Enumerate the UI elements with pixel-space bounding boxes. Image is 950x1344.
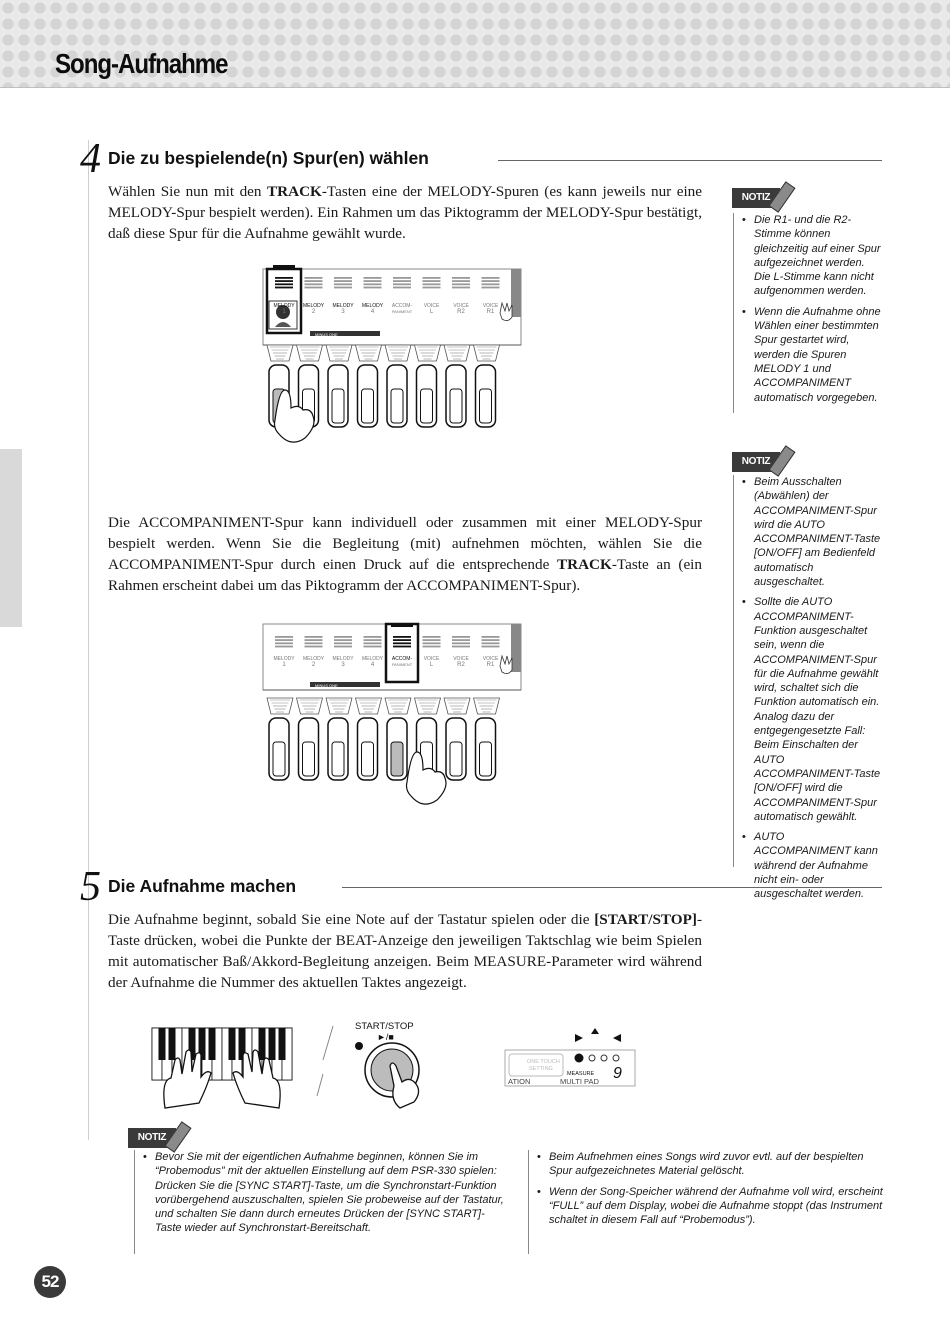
track-bar-segment bbox=[482, 283, 500, 285]
track-button-face bbox=[332, 389, 344, 423]
note-item: • Bevor Sie mit der eigentlichen Aufnahme beginnen, können Sie im “Probemodus” mit der aktuellen Einstellung auf dem PSR-330 spielen: Drücken Sie die [SYNC START]-Taste, um die Synchronstart-Funktion vorübergehend auszuschalten, spielen Sie probeweise auf der Tastatur, und schalten Sie dann durch erneutes Drücken der [SYNC START]-Taste wieder auf Synchronstart-Bereitschaft. bbox=[143, 1150, 504, 1236]
track-bar-segment bbox=[482, 639, 500, 641]
section-5-rule bbox=[342, 887, 882, 888]
track-bar-segment bbox=[482, 277, 500, 279]
track-bar-segment bbox=[452, 639, 470, 641]
note-box-2 bbox=[733, 475, 883, 901]
track-number: R2 bbox=[457, 662, 465, 668]
section-4-paragraph-2: Die ACCOMPANIMENT-Spur kann individuell oder zusammen mit einer MELODY-Spur bespielt werden. Wenn Sie die Begleitung (mit) aufnehmen möchten, wählen Sie die ACCOMPANIMENT-Spur durch einen Druck auf die entsprechende TRACK-Taste an (ein Rahmen erscheint dabei um das Piktogramm der ACCOMPANIMENT-Spur). bbox=[108, 514, 702, 594]
black-key bbox=[279, 1028, 286, 1060]
track-bar-segment bbox=[393, 646, 411, 648]
black-key bbox=[229, 1028, 236, 1060]
track-number: R1 bbox=[486, 309, 495, 315]
track-label: MELODY bbox=[273, 656, 295, 662]
track-bar-segment bbox=[364, 642, 382, 644]
track-number: L bbox=[429, 662, 434, 668]
track-label: MELODY bbox=[332, 303, 354, 309]
black-key bbox=[169, 1028, 176, 1060]
track-button-face bbox=[421, 389, 433, 423]
page-number: 52 bbox=[34, 1266, 66, 1298]
track-bar-segment bbox=[482, 646, 500, 648]
track-label: MELODY bbox=[302, 303, 325, 309]
margin-rule bbox=[88, 140, 89, 1140]
track-bar-segment bbox=[393, 283, 411, 285]
track-bar-segment bbox=[334, 283, 352, 285]
ation-label: ATION bbox=[508, 1077, 531, 1086]
track-label: MELODY bbox=[361, 656, 384, 662]
track-bar-segment bbox=[275, 287, 293, 289]
track-button-face bbox=[391, 389, 403, 423]
track-bar-segment bbox=[423, 642, 441, 644]
track-number: R1 bbox=[486, 662, 495, 668]
bottom-note-right bbox=[528, 1150, 884, 1254]
track-bar-segment bbox=[275, 646, 293, 648]
track-label: MELODY bbox=[302, 656, 325, 662]
track-bar-segment bbox=[452, 280, 470, 282]
track-label: VOICE bbox=[423, 303, 440, 309]
track-number: 2 bbox=[311, 309, 316, 315]
track-number: 3 bbox=[341, 662, 345, 668]
track-display-illustration-1 bbox=[255, 265, 525, 450]
track-number: 3 bbox=[341, 309, 345, 315]
track-number: R2 bbox=[457, 309, 465, 315]
selected-marker bbox=[273, 265, 295, 268]
track-bar-segment bbox=[334, 277, 352, 279]
track-bar-segment bbox=[482, 642, 500, 644]
track-bar-segment bbox=[334, 639, 352, 641]
track-button-face bbox=[450, 742, 462, 776]
track-bar-segment bbox=[452, 646, 470, 648]
note-box-1 bbox=[733, 213, 883, 413]
notiz-tag-1: NOTIZ bbox=[732, 186, 794, 210]
track-number: PANIMENT bbox=[391, 309, 413, 314]
track-bar-segment bbox=[305, 287, 323, 289]
track-number: 4 bbox=[370, 662, 375, 668]
track-bar-segment bbox=[275, 280, 293, 282]
track-label: ACCOM- bbox=[391, 303, 413, 309]
note-item: • Sollte die AUTO ACCOMPANIMENT-Funktion ausgeschaltet sein, wenn die ACCOMPANIMENT-Spur für die Aufnahme gewählt wird, schaltet sich die Funktion automatisch ein. Analog dazu der entgegengesetzte Fall: Beim Einschalten der AUTO ACCOMPANIMENT-Taste [ON/OFF] wird die ACCOMPANIMENT-Spur automatisch gewählt. bbox=[742, 595, 883, 824]
minus-one-label: MINUS ONE bbox=[315, 683, 338, 688]
track-bar-segment bbox=[423, 277, 441, 279]
track-bar-segment bbox=[334, 636, 352, 638]
track-bar-segment bbox=[452, 283, 470, 285]
track-bar-segment bbox=[423, 280, 441, 282]
one-touch-label: ONE TOUCH bbox=[527, 1059, 560, 1065]
track-bar-segment bbox=[305, 642, 323, 644]
track-label: MELODY bbox=[273, 303, 295, 309]
track-label: VOICE bbox=[423, 656, 440, 662]
track-bar-segment bbox=[452, 287, 470, 289]
track-bar-segment bbox=[364, 283, 382, 285]
track-bar-segment bbox=[364, 287, 382, 289]
track-label: VOICE bbox=[453, 303, 469, 309]
measure-value: 9 bbox=[613, 1065, 622, 1082]
track-label: VOICE bbox=[482, 656, 499, 662]
track-bar-segment bbox=[275, 277, 293, 279]
bottom-note-left bbox=[134, 1150, 504, 1254]
track-bar-segment bbox=[423, 283, 441, 285]
black-key bbox=[159, 1028, 166, 1060]
minus-one-label: MINUS ONE bbox=[315, 332, 338, 337]
note-item: • Wenn die Aufnahme ohne Wählen einer bestimmten Spur gestartet wird, werden die Spuren MELODY 1 und ACCOMPANIMENT automatisch vorgegeben. bbox=[742, 305, 883, 405]
track-bar-segment bbox=[364, 646, 382, 648]
track-bar-segment bbox=[423, 639, 441, 641]
track-bar-segment bbox=[482, 636, 500, 638]
track-bar-segment bbox=[305, 639, 323, 641]
track-bar-segment bbox=[393, 280, 411, 282]
track-bar-segment bbox=[305, 280, 323, 282]
track-button-face bbox=[273, 742, 285, 776]
track-button-face bbox=[391, 742, 403, 776]
side-tab bbox=[0, 449, 22, 627]
section-5-title: Die Aufnahme machen bbox=[108, 876, 297, 896]
note-item: • Beim Aufnehmen eines Songs wird zuvor evtl. auf der bespielten Spur aufgezeichnetes Material gelöscht. bbox=[537, 1150, 884, 1179]
track-bar-segment bbox=[393, 636, 411, 638]
track-label: ACCOM- bbox=[391, 656, 413, 662]
track-display-illustration-2 bbox=[255, 620, 525, 805]
svg-text:►/■: ►/■ bbox=[377, 1032, 394, 1042]
track-bar-segment bbox=[482, 280, 500, 282]
black-key bbox=[259, 1028, 266, 1060]
track-label: MELODY bbox=[361, 303, 384, 309]
track-number: L bbox=[429, 309, 434, 315]
track-bar-segment bbox=[393, 642, 411, 644]
track-number: 1 bbox=[282, 662, 286, 668]
track-bar-segment bbox=[364, 277, 382, 279]
step-number-5: 5 bbox=[80, 864, 101, 910]
section-4-rule bbox=[498, 160, 882, 161]
track-button-face bbox=[480, 389, 492, 423]
track-bar-segment bbox=[275, 639, 293, 641]
track-bar-segment bbox=[423, 636, 441, 638]
track-bar-segment bbox=[423, 646, 441, 648]
note-item: • AUTO ACCOMPANIMENT kann während der Aufnahme nicht ein- oder ausgeschaltet werden. bbox=[742, 830, 883, 901]
track-number: 2 bbox=[311, 662, 316, 668]
track-bar-segment bbox=[393, 287, 411, 289]
multi-pad-label: MULTI PAD bbox=[560, 1077, 599, 1086]
track-number: 4 bbox=[370, 309, 375, 315]
track-bar-segment bbox=[364, 636, 382, 638]
track-label: MELODY bbox=[332, 656, 354, 662]
track-bar-segment bbox=[305, 646, 323, 648]
track-bar-segment bbox=[423, 287, 441, 289]
track-bar-segment bbox=[334, 287, 352, 289]
track-button-face bbox=[362, 389, 374, 423]
start-stop-label: START/STOP bbox=[355, 1021, 414, 1032]
measure-label: MEASURE bbox=[567, 1071, 595, 1077]
notiz-tag-3: NOTIZ bbox=[128, 1126, 190, 1150]
black-key bbox=[209, 1028, 216, 1060]
track-bar-segment bbox=[393, 639, 411, 641]
keyboard-with-hands bbox=[152, 1028, 292, 1108]
track-button-face bbox=[332, 742, 344, 776]
note-item: • Die R1- und die R2-Stimme können gleichzeitig auf einer Spur aufgezeichnet werden. Die L-Stimme kann nicht aufgenommen werden. bbox=[742, 213, 883, 299]
track-button-face bbox=[303, 742, 315, 776]
track-bar-segment bbox=[334, 280, 352, 282]
section-4-title: Die zu bespielende(n) Spur(en) wählen bbox=[108, 148, 429, 168]
track-bar-segment bbox=[305, 636, 323, 638]
track-number: PANIMENT bbox=[391, 662, 413, 667]
track-bar-segment bbox=[334, 642, 352, 644]
track-label: VOICE bbox=[453, 656, 469, 662]
recording-illustration bbox=[145, 1018, 645, 1118]
track-button-face bbox=[362, 742, 374, 776]
track-bar-segment bbox=[305, 283, 323, 285]
track-number: 1 bbox=[282, 309, 286, 315]
notiz-tag-2: NOTIZ bbox=[732, 450, 794, 474]
page-title: Song-Aufnahme bbox=[55, 48, 228, 79]
track-bar-segment bbox=[334, 646, 352, 648]
black-key bbox=[269, 1028, 276, 1060]
track-bar-segment bbox=[482, 287, 500, 289]
track-bar-segment bbox=[452, 636, 470, 638]
track-bar-segment bbox=[452, 642, 470, 644]
track-bar-segment bbox=[393, 277, 411, 279]
track-bar-segment bbox=[452, 277, 470, 279]
track-bar-segment bbox=[275, 636, 293, 638]
section-4-paragraph-1: Wählen Sie nun mit den TRACK-Tasten eine der MELODY-Spuren (es kann jeweils nur eine MELODY-Spur bespielt werden). Ein Rahmen um das Piktogramm der MELODY-Spur bestätigt, daß diese Spur für die Aufnahme gewählt wurde. bbox=[108, 183, 703, 242]
track-button-face bbox=[450, 389, 462, 423]
track-bar-segment bbox=[364, 280, 382, 282]
track-label: VOICE bbox=[482, 303, 499, 309]
note-item: • Wenn der Song-Speicher während der Aufnahme voll wird, erscheint “FULL” auf dem Display, wobei die Aufnahme stoppt (das Instrument schaltet in diesem Fall auf “Probemodus”). bbox=[537, 1185, 884, 1228]
note-item: • Beim Ausschalten (Abwählen) der ACCOMPANIMENT-Spur wird die AUTO ACCOMPANIMENT-Taste [ON/OFF] am Bedienfeld automatisch ausgeschaltet. bbox=[742, 475, 883, 589]
setting-label: SETTING bbox=[529, 1066, 553, 1072]
track-button-face bbox=[480, 742, 492, 776]
section-5-paragraph: Die Aufnahme beginnt, sobald Sie eine Note auf der Tastatur spielen oder die [START/STOP]-Taste drücken, wobei die Punkte der BEAT-Anzeige den jeweiligen Taktschlag wie beim Spielen mit automatischer Baß/Akkord-Begleitung anzeigen. Beim MEASURE-Parameter wird während der Aufnahme die Nummer des aktuellen Taktes angezeigt. bbox=[108, 911, 702, 991]
step-number-4: 4 bbox=[80, 136, 101, 182]
track-bar-segment bbox=[305, 277, 323, 279]
track-bar-segment bbox=[275, 642, 293, 644]
track-bar-segment bbox=[275, 283, 293, 285]
track-bar-segment bbox=[364, 639, 382, 641]
